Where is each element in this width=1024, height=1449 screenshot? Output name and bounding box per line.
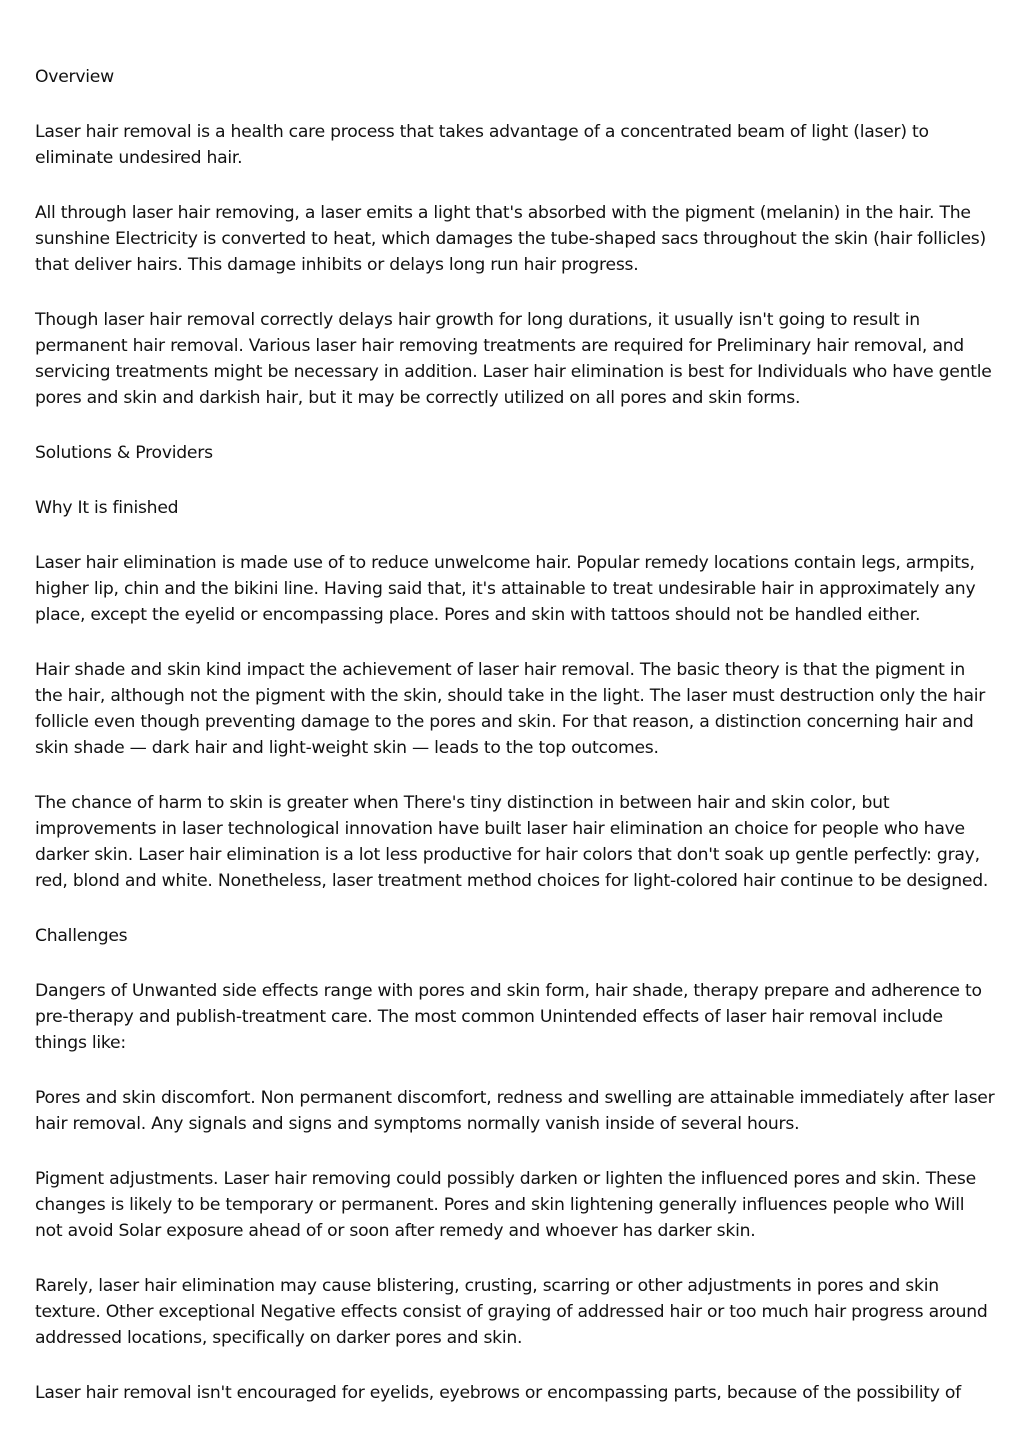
paragraph-pigment-changes: Pigment adjustments. Laser hair removing could possibly darken or lighten the influenced pores and skin. These changes is likely to be temporary or permanent. Pores and skin lightening generally influences people who Will not avoid Solar exposure ahead of or soon after remedy and whoever has darker skin. xyxy=(35,1169,976,1241)
paragraph-how-it-works: All through laser hair removing, a laser emits a light that's absorbed with the pigment (melanin) in the hair. The sunshine Electricity is converted to heat, which damages the tube-shaped sacs throughout the skin (hair follicles) that deliver hairs. This damage inhibits or delays long run hair progress. xyxy=(35,203,986,275)
section-heading-overview: Overview xyxy=(35,67,114,87)
paragraph-uses: Laser hair elimination is made use of to reduce unwelcome hair. Popular remedy locations contain legs, armpits, higher lip, chin and the bikini line. Having said that, it's attainable to treat undesirable hair in approximately any place, except the eyelid or encompassing place. Pores and skin with tattoos should not be handled either. xyxy=(35,553,976,625)
paragraph-side-effects: Dangers of Unwanted side effects range with pores and skin form, hair shade, therapy prepare and adherence to pre-therapy and publish-treatment care. The most common Unintended effects of laser hair removal include things like: xyxy=(35,981,982,1053)
section-heading-challenges: Challenges xyxy=(35,926,128,946)
section-heading-why: Why It is finished xyxy=(35,498,179,518)
paragraph-eyelids: Laser hair removal isn't encouraged for eyelids, eyebrows or encompassing parts, because of the possibility of xyxy=(35,1383,961,1403)
paragraph-skin-discomfort: Pores and skin discomfort. Non permanent discomfort, redness and swelling are attainable immediately after laser hair removal. Any signals and signs and symptoms normally vanish inside of several hours. xyxy=(35,1088,995,1134)
paragraph-hair-shade: Hair shade and skin kind impact the achievement of laser hair removal. The basic theory is that the pigment in the hair, although not the pigment with the skin, should take in the light. The laser must destruction only the hair follicle even though preventing damage to the pores and skin. For that reason, a distinction concerning hair and skin shade — dark hair and light-weight skin — leads to the top outcomes. xyxy=(35,660,986,758)
section-heading-solutions: Solutions & Providers xyxy=(35,443,213,463)
paragraph-intro: Laser hair removal is a health care process that takes advantage of a concentrated beam of light (laser) to eliminate undesired hair. xyxy=(35,122,929,168)
paragraph-rare-effects: Rarely, laser hair elimination may cause blistering, crusting, scarring or other adjustments in pores and skin texture. Other exceptional Negative effects consist of graying of addressed hair or too much hair progress around addressed locations, specifically on darker pores and skin. xyxy=(35,1276,988,1348)
paragraph-permanence: Though laser hair removal correctly delays hair growth for long durations, it usually isn't going to result in permanent hair removal. Various laser hair removing treatments are required for Preliminary hair removal, and servicing treatments might be necessary in addition. Laser hair elimination is best for Individuals who have gentle pores and skin and darkish hair, but it may be correctly utilized on all pores and skin forms. xyxy=(35,310,992,408)
paragraph-skin-color: The chance of harm to skin is greater when There's tiny distinction in between hair and skin color, but improvements in laser technological innovation have built laser hair elimination an choice for people who have darker skin. Laser hair elimination is a lot less productive for hair colors that don't soak up gentle perfectly: gray, red, blond and white. Nonetheless, laser treatment method choices for light-colored hair continue to be designed. xyxy=(35,793,989,891)
document-page xyxy=(35,64,995,1435)
